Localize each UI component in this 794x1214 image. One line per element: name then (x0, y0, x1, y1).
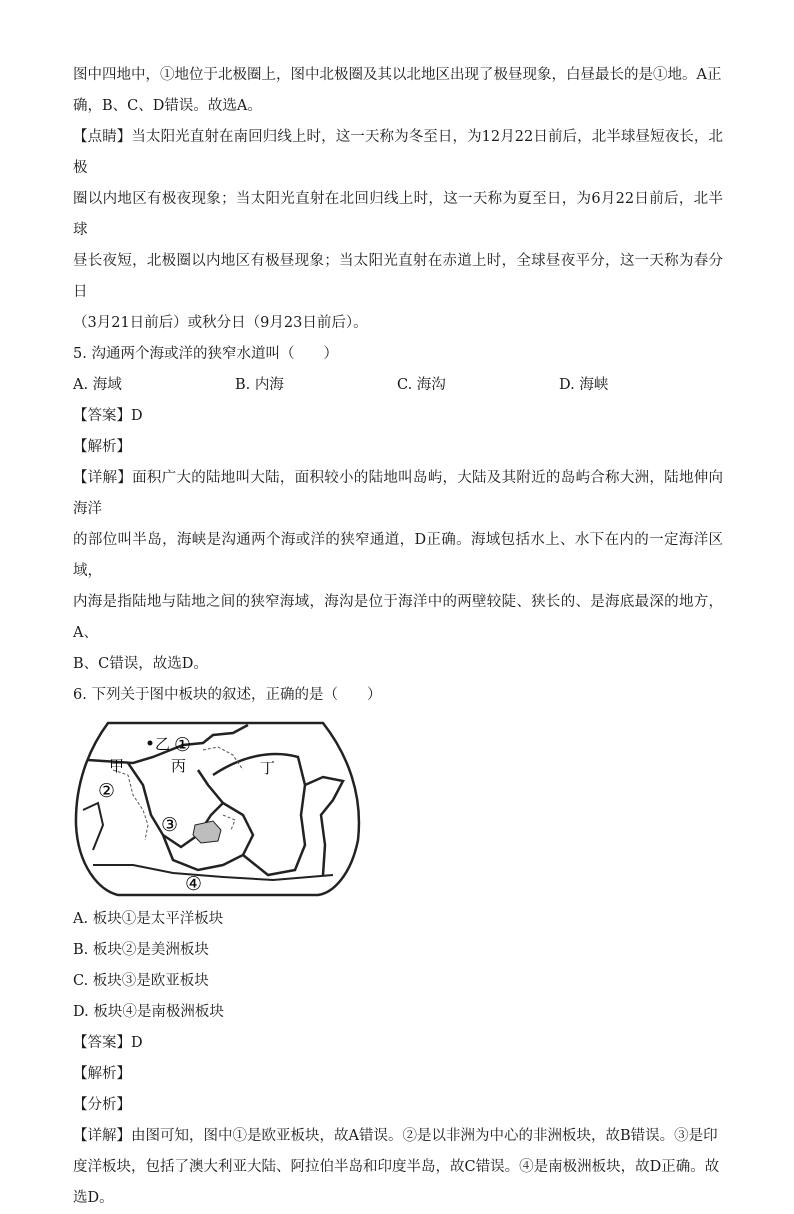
document-page (73, 60, 723, 1214)
q6-option-b: B. 板块②是美洲板块 (73, 942, 209, 958)
map-dot-marker (148, 741, 153, 746)
q5-option-a: A. 海域 (73, 377, 122, 393)
plate-map (73, 715, 363, 900)
q5-answer: 【答案】D (73, 408, 143, 424)
q6-option-c: C. 板块③是欧亚板块 (73, 973, 209, 989)
q6-detail-line-3: 选D。 (73, 1190, 114, 1206)
q6-stem: 6. 下列关于图中板块的叙述，正确的是（ ） (73, 687, 382, 703)
q5-option-b: B. 内海 (235, 377, 284, 393)
label-circle-3: ③ (161, 814, 179, 836)
plate-boundary-pacific (213, 754, 305, 875)
label-yi: 乙 (155, 735, 171, 753)
q6-jiexi: 【解析】 (73, 1066, 131, 1082)
q5-option-d: D. 海峡 (559, 377, 609, 393)
q6-detail-line-1: 【详解】由图可知，图中①是欧亚板块，故A错误。②是以非洲为中心的非洲板块，故B错误。③是印 (73, 1128, 718, 1144)
label-circle-2: ② (98, 780, 116, 802)
intro-line-2: 确，B、C、D错误。故选A。 (73, 98, 262, 114)
q5-detail-line-1: 【详解】面积广大的陆地叫大陆，面积较小的陆地叫岛屿，大陆及其附近的岛屿合称大洲，陆地伸向海洋 (73, 470, 723, 517)
q5-stem: 5. 沟通两个海或洋的狭窄水道叫（ ） (73, 346, 338, 362)
q5-detail-line-4: B、C错误，故选D。 (73, 656, 208, 672)
q5-options (73, 370, 723, 401)
label-circle-1: ① (174, 734, 192, 756)
q6-option-a: A. 板块①是太平洋板块 (73, 911, 224, 927)
q5-jiexi: 【解析】 (73, 439, 131, 455)
label-ding: 丁 (260, 759, 276, 777)
q6-detail-line-2: 度洋板块，包括了澳大利亚大陆、阿拉伯半岛和印度半岛，故C错误。④是南极洲板块，故D正确。故 (73, 1159, 720, 1175)
dianjing-line-3: 昼长夜短，北极圈以内地区有极昼现象；当太阳光直射在赤道上时，全球昼夜平分，这一天称为春分日 (73, 253, 723, 300)
australia-shape (193, 821, 221, 843)
plate-boundary-west (83, 803, 103, 850)
label-circle-4: ④ (185, 873, 203, 895)
q5-detail-line-2: 的部位叫半岛，海峡是沟通两个海或洋的狭窄通道，D正确。海域包括水上、水下在内的一定海洋区域， (73, 532, 723, 579)
q6-option-d: D. 板块④是南极洲板块 (73, 1004, 224, 1020)
plate-boundary-east (305, 777, 343, 875)
q5-option-c: C. 海沟 (397, 377, 446, 393)
q6-fenxi: 【分析】 (73, 1097, 131, 1113)
plate-map-figure (73, 715, 363, 900)
dianjing-line-4: （3月21日前后）或秋分日（9月23日前后）。 (73, 315, 368, 331)
intro-line-1: 图中四地中，①地位于北极圈上，图中北极圈及其以北地区出现了极昼现象，白昼最长的是①地。A正 (73, 67, 722, 83)
label-bing: 丙 (171, 757, 187, 775)
dianjing-line-2: 圈以内地区有极夜现象；当太阳光直射在北回归线上时，这一天称为夏至日，为6月22日前后，北半球 (73, 191, 723, 238)
label-jia: 甲 (109, 757, 125, 775)
q5-detail-line-3: 内海是指陆地与陆地之间的狭窄海域，海沟是位于海洋中的两壁较陡、狭长的、是海底最深的地方，A、 (73, 594, 723, 641)
dianjing-line-1: 【点睛】当太阳光直射在南回归线上时，这一天称为冬至日，为12月22日前后，北半球昼短夜长，北极 (73, 129, 723, 176)
q6-answer: 【答案】D (73, 1035, 143, 1051)
